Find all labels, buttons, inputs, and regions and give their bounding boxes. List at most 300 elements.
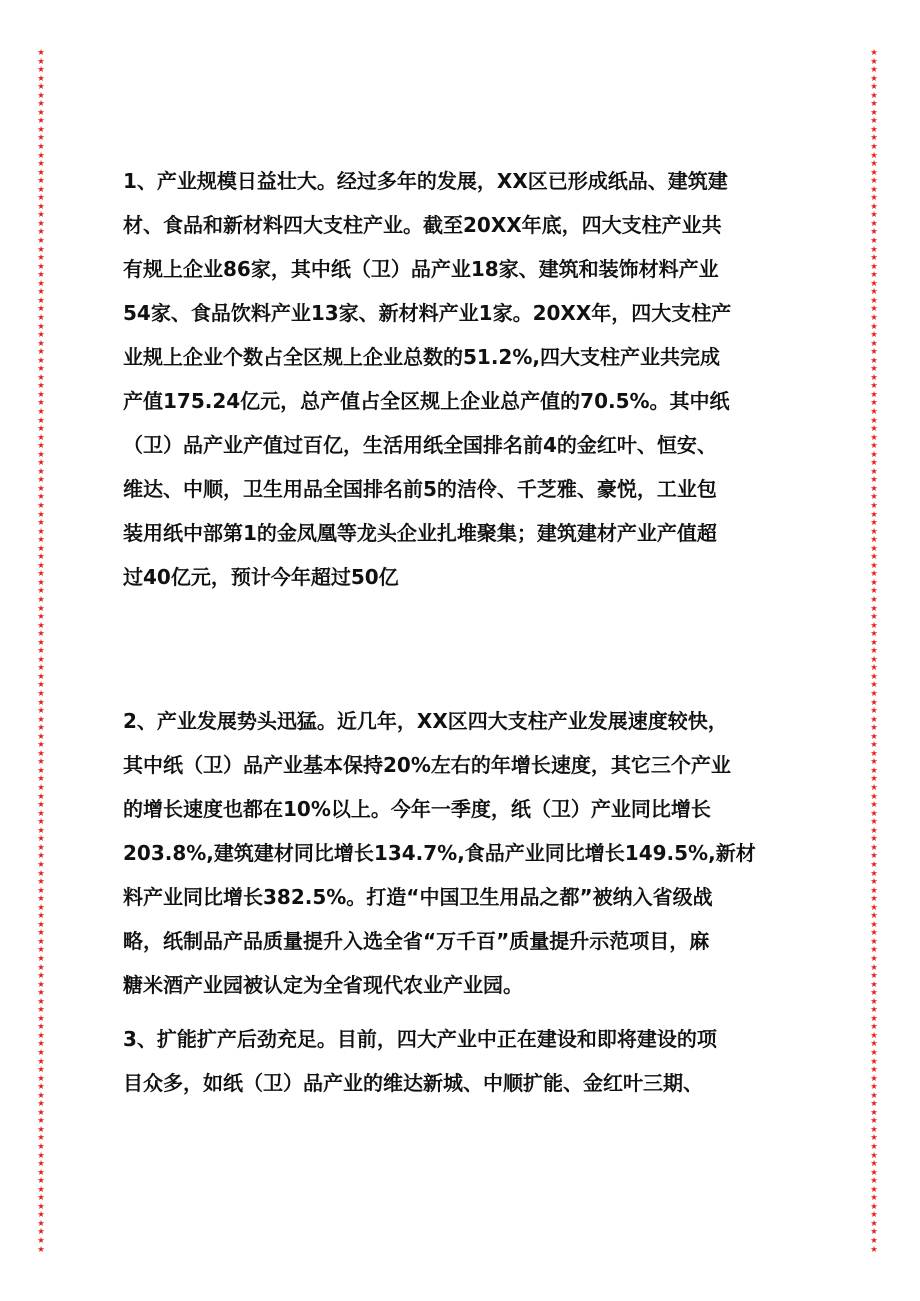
star-icon: ★ — [37, 363, 45, 374]
text-line: 维达、中顺，卫生用品全国排名前5的洁伶、千芝雅、豪悦，工业包 — [123, 477, 717, 501]
star-icon: ★ — [870, 1038, 878, 1049]
star-icon: ★ — [37, 243, 45, 254]
star-icon: ★ — [870, 1235, 878, 1246]
star-icon: ★ — [870, 1123, 878, 1134]
star-icon: ★ — [37, 1012, 45, 1023]
star-icon: ★ — [870, 260, 878, 271]
star-icon: ★ — [37, 482, 45, 493]
star-icon: ★ — [37, 722, 45, 733]
star-icon: ★ — [870, 457, 878, 468]
star-icon: ★ — [870, 910, 878, 921]
star-icon: ★ — [870, 585, 878, 596]
star-icon: ★ — [37, 499, 45, 510]
star-icon: ★ — [870, 893, 878, 904]
star-icon: ★ — [870, 482, 878, 493]
star-icon: ★ — [870, 611, 878, 622]
star-icon: ★ — [870, 81, 878, 92]
star-icon: ★ — [37, 1166, 45, 1177]
star-icon: ★ — [37, 816, 45, 827]
star-icon: ★ — [37, 491, 45, 502]
star-icon: ★ — [37, 354, 45, 365]
star-icon: ★ — [37, 636, 45, 647]
star-icon: ★ — [870, 209, 878, 220]
star-icon: ★ — [37, 1183, 45, 1194]
star-icon: ★ — [870, 200, 878, 211]
star-icon: ★ — [870, 525, 878, 536]
star-icon: ★ — [37, 457, 45, 468]
text-line: 过40亿元，预计今年超过50亿 — [123, 565, 399, 589]
text-line: （卫）品产业产值过百亿，生活用纸全国排名前4的金红叶、恒安、 — [123, 433, 717, 457]
star-icon: ★ — [870, 397, 878, 408]
star-icon: ★ — [37, 371, 45, 382]
star-icon: ★ — [37, 1029, 45, 1040]
star-icon: ★ — [37, 277, 45, 288]
text-line: 产值175.24亿元，总产值占全区规上企业总产值的70.5%。其中纸 — [123, 389, 730, 413]
star-icon: ★ — [37, 269, 45, 280]
star-icon: ★ — [37, 423, 45, 434]
star-icon: ★ — [37, 440, 45, 451]
star-icon: ★ — [870, 141, 878, 152]
star-icon: ★ — [870, 841, 878, 852]
star-icon: ★ — [870, 115, 878, 126]
star-icon: ★ — [37, 380, 45, 391]
star-icon: ★ — [37, 132, 45, 143]
text-line: 目众多，如纸（卫）品产业的维达新城、中顺扩能、金红叶三期、 — [123, 1071, 703, 1095]
star-icon: ★ — [37, 705, 45, 716]
star-icon: ★ — [37, 688, 45, 699]
star-icon: ★ — [870, 252, 878, 263]
star-icon: ★ — [870, 329, 878, 340]
star-icon: ★ — [870, 867, 878, 878]
star-icon: ★ — [37, 465, 45, 476]
star-icon: ★ — [870, 944, 878, 955]
star-icon: ★ — [37, 175, 45, 186]
star-icon: ★ — [37, 1217, 45, 1228]
star-icon: ★ — [37, 867, 45, 878]
star-icon: ★ — [37, 123, 45, 134]
star-icon: ★ — [37, 414, 45, 425]
star-icon: ★ — [37, 628, 45, 639]
star-icon: ★ — [37, 944, 45, 955]
star-icon: ★ — [37, 1141, 45, 1151]
star-icon: ★ — [870, 850, 878, 861]
text-line: 1、产业规模日益壮大。经过多年的发展，XX区已形成纸品、建筑建 — [123, 169, 728, 193]
star-icon: ★ — [870, 978, 878, 989]
star-icon: ★ — [37, 1226, 45, 1237]
star-icon: ★ — [37, 525, 45, 536]
star-icon: ★ — [37, 64, 45, 75]
star-icon: ★ — [37, 551, 45, 562]
star-icon: ★ — [37, 192, 45, 203]
star-icon: ★ — [37, 850, 45, 861]
star-icon: ★ — [37, 696, 45, 707]
star-icon: ★ — [37, 611, 45, 622]
star-icon: ★ — [870, 64, 878, 75]
star-icon: ★ — [37, 679, 45, 690]
star-icon: ★ — [870, 602, 878, 613]
star-icon: ★ — [870, 1183, 878, 1194]
star-icon: ★ — [37, 619, 45, 630]
star-icon: ★ — [870, 927, 878, 938]
star-icon: ★ — [870, 1012, 878, 1023]
star-icon: ★ — [870, 551, 878, 562]
star-icon: ★ — [37, 559, 45, 570]
star-icon: ★ — [870, 371, 878, 382]
star-icon: ★ — [870, 158, 878, 169]
star-icon: ★ — [37, 209, 45, 220]
star-icon: ★ — [37, 98, 45, 109]
star-icon: ★ — [870, 730, 878, 741]
star-icon: ★ — [37, 756, 45, 767]
star-icon: ★ — [870, 688, 878, 699]
star-icon: ★ — [37, 1064, 45, 1075]
star-icon: ★ — [870, 1209, 878, 1220]
star-icon: ★ — [37, 252, 45, 263]
star-icon: ★ — [37, 995, 45, 1006]
star-icon: ★ — [37, 141, 45, 152]
star-icon: ★ — [37, 645, 45, 656]
star-icon: ★ — [870, 628, 878, 639]
star-icon: ★ — [870, 1029, 878, 1040]
star-icon: ★ — [870, 303, 878, 314]
paragraph-capacity-expansion — [123, 1017, 717, 1105]
star-icon: ★ — [37, 311, 45, 322]
star-icon: ★ — [870, 414, 878, 425]
star-icon: ★ — [37, 405, 45, 416]
star-icon: ★ — [870, 833, 878, 844]
star-icon: ★ — [37, 48, 45, 57]
text-line: 材、食品和新材料四大支柱产业。截至20XX年底，四大支柱产业共 — [123, 213, 722, 237]
star-icon: ★ — [37, 662, 45, 673]
star-icon: ★ — [870, 132, 878, 143]
star-icon: ★ — [870, 1166, 878, 1177]
star-icon: ★ — [870, 1072, 878, 1083]
star-icon: ★ — [870, 123, 878, 134]
star-icon: ★ — [37, 235, 45, 246]
star-icon: ★ — [37, 217, 45, 228]
star-icon: ★ — [37, 89, 45, 100]
star-icon: ★ — [37, 106, 45, 117]
left-star-border — [36, 48, 46, 1253]
star-icon: ★ — [870, 269, 878, 280]
text-line: 糖米酒产业园被认定为全省现代农业产业园。 — [123, 973, 523, 997]
star-icon: ★ — [37, 1243, 45, 1253]
text-line: 业规上企业个数占全区规上企业总数的51.2%,四大支柱产业共完成 — [123, 345, 720, 369]
star-icon: ★ — [37, 764, 45, 775]
star-icon: ★ — [37, 807, 45, 818]
star-icon: ★ — [870, 388, 878, 399]
star-icon: ★ — [870, 1004, 878, 1015]
star-icon: ★ — [37, 670, 45, 681]
star-icon: ★ — [870, 1115, 878, 1126]
star-icon: ★ — [870, 961, 878, 972]
star-icon: ★ — [37, 884, 45, 895]
star-icon: ★ — [870, 1021, 878, 1032]
star-icon: ★ — [37, 166, 45, 177]
star-icon: ★ — [870, 1055, 878, 1066]
star-icon: ★ — [37, 55, 45, 66]
star-icon: ★ — [870, 48, 878, 57]
star-icon: ★ — [37, 1089, 45, 1100]
text-line: 装用纸中部第1的金凤凰等龙头企业扎堆聚集；建筑建材产业产值超 — [123, 521, 717, 545]
star-icon: ★ — [870, 235, 878, 246]
star-icon: ★ — [870, 876, 878, 887]
star-icon: ★ — [870, 1098, 878, 1109]
star-icon: ★ — [37, 1106, 45, 1117]
star-icon: ★ — [37, 1209, 45, 1220]
star-icon: ★ — [870, 106, 878, 117]
star-icon: ★ — [37, 542, 45, 553]
star-icon: ★ — [870, 440, 878, 451]
star-icon: ★ — [37, 149, 45, 160]
star-icon: ★ — [870, 1217, 878, 1228]
star-icon: ★ — [37, 1115, 45, 1126]
star-icon: ★ — [37, 935, 45, 946]
star-icon: ★ — [870, 1064, 878, 1075]
star-icon: ★ — [37, 329, 45, 340]
star-icon: ★ — [870, 294, 878, 305]
star-icon: ★ — [37, 1038, 45, 1049]
star-icon: ★ — [870, 1158, 878, 1169]
star-icon: ★ — [870, 380, 878, 391]
star-icon: ★ — [870, 858, 878, 869]
star-icon: ★ — [870, 824, 878, 835]
star-icon: ★ — [870, 508, 878, 519]
star-icon: ★ — [870, 405, 878, 416]
star-icon: ★ — [870, 474, 878, 485]
star-icon: ★ — [870, 89, 878, 100]
star-icon: ★ — [37, 72, 45, 83]
star-icon: ★ — [870, 722, 878, 733]
star-icon: ★ — [37, 303, 45, 314]
star-icon: ★ — [37, 1235, 45, 1246]
star-icon: ★ — [870, 679, 878, 690]
star-icon: ★ — [870, 166, 878, 177]
star-icon: ★ — [37, 431, 45, 442]
star-icon: ★ — [37, 747, 45, 758]
star-icon: ★ — [37, 474, 45, 485]
star-icon: ★ — [870, 183, 878, 194]
star-icon: ★ — [37, 1123, 45, 1134]
star-icon: ★ — [870, 243, 878, 254]
star-icon: ★ — [37, 782, 45, 793]
star-icon: ★ — [870, 816, 878, 827]
star-icon: ★ — [37, 653, 45, 664]
star-icon: ★ — [37, 978, 45, 989]
star-icon: ★ — [37, 200, 45, 211]
star-icon: ★ — [870, 773, 878, 784]
star-icon: ★ — [870, 286, 878, 297]
star-icon: ★ — [870, 559, 878, 570]
star-icon: ★ — [37, 158, 45, 169]
star-icon: ★ — [870, 72, 878, 83]
star-icon: ★ — [870, 970, 878, 981]
star-icon: ★ — [870, 653, 878, 664]
star-icon: ★ — [37, 833, 45, 844]
text-line: 的增长速度也都在10%以上。今年一季度，纸（卫）产业同比增长 — [123, 797, 711, 821]
star-icon: ★ — [37, 568, 45, 579]
star-icon: ★ — [870, 1046, 878, 1057]
star-icon: ★ — [870, 901, 878, 912]
star-icon: ★ — [37, 987, 45, 998]
star-icon: ★ — [37, 337, 45, 348]
star-icon: ★ — [870, 534, 878, 545]
text-line: 其中纸（卫）品产业基本保持20%左右的年增长速度，其它三个产业 — [123, 753, 731, 777]
star-icon: ★ — [37, 1149, 45, 1160]
star-icon: ★ — [37, 585, 45, 596]
star-icon: ★ — [870, 807, 878, 818]
star-icon: ★ — [37, 1158, 45, 1169]
star-icon: ★ — [870, 952, 878, 963]
star-icon: ★ — [870, 363, 878, 374]
star-icon: ★ — [870, 217, 878, 228]
star-icon: ★ — [37, 1021, 45, 1032]
star-icon: ★ — [870, 696, 878, 707]
star-icon: ★ — [870, 149, 878, 160]
star-icon: ★ — [870, 594, 878, 604]
star-icon: ★ — [870, 670, 878, 681]
star-icon: ★ — [37, 952, 45, 963]
star-icon: ★ — [37, 534, 45, 545]
star-icon: ★ — [870, 636, 878, 647]
paragraph-growth-momentum — [123, 699, 756, 1007]
star-icon: ★ — [870, 175, 878, 186]
star-icon: ★ — [870, 935, 878, 946]
star-icon: ★ — [37, 508, 45, 519]
star-icon: ★ — [37, 901, 45, 912]
text-line: 料产业同比增长382.5%。打造“中国卫生用品之都”被纳入省级战 — [123, 885, 713, 909]
star-icon: ★ — [870, 55, 878, 66]
star-icon: ★ — [870, 576, 878, 587]
star-icon: ★ — [870, 756, 878, 767]
star-icon: ★ — [37, 183, 45, 194]
star-icon: ★ — [870, 747, 878, 758]
star-icon: ★ — [37, 602, 45, 613]
star-icon: ★ — [37, 841, 45, 852]
star-icon: ★ — [37, 1192, 45, 1203]
star-icon: ★ — [870, 354, 878, 365]
star-icon: ★ — [870, 98, 878, 109]
star-icon: ★ — [37, 1200, 45, 1211]
star-icon: ★ — [870, 499, 878, 510]
star-icon: ★ — [870, 619, 878, 630]
star-icon: ★ — [870, 1132, 878, 1143]
text-line: 有规上企业86家，其中纸（卫）品产业18家、建筑和装饰材料产业 — [123, 257, 719, 281]
star-icon: ★ — [37, 346, 45, 357]
star-icon: ★ — [37, 927, 45, 938]
text-line: 略，纸制品产品质量提升入选全省“万千百”质量提升示范项目，麻 — [123, 929, 710, 953]
star-icon: ★ — [37, 910, 45, 921]
star-icon: ★ — [37, 893, 45, 904]
star-icon: ★ — [870, 1243, 878, 1253]
star-icon: ★ — [870, 337, 878, 348]
star-icon: ★ — [870, 346, 878, 357]
star-icon: ★ — [37, 1046, 45, 1057]
star-icon: ★ — [37, 594, 45, 604]
star-icon: ★ — [870, 1175, 878, 1186]
star-icon: ★ — [870, 995, 878, 1006]
star-icon: ★ — [870, 423, 878, 434]
star-icon: ★ — [37, 739, 45, 750]
star-icon: ★ — [870, 542, 878, 553]
star-icon: ★ — [870, 431, 878, 442]
star-icon: ★ — [37, 970, 45, 981]
star-icon: ★ — [870, 884, 878, 895]
star-icon: ★ — [870, 1226, 878, 1237]
star-icon: ★ — [37, 81, 45, 92]
star-icon: ★ — [37, 1132, 45, 1143]
star-icon: ★ — [37, 858, 45, 869]
star-icon: ★ — [870, 311, 878, 322]
star-icon: ★ — [37, 1098, 45, 1109]
star-icon: ★ — [870, 1200, 878, 1211]
star-icon: ★ — [870, 790, 878, 801]
star-icon: ★ — [870, 799, 878, 810]
star-icon: ★ — [37, 1175, 45, 1186]
star-icon: ★ — [37, 730, 45, 741]
star-icon: ★ — [870, 1192, 878, 1203]
star-icon: ★ — [870, 645, 878, 656]
star-icon: ★ — [870, 192, 878, 203]
star-icon: ★ — [870, 739, 878, 750]
star-icon: ★ — [870, 764, 878, 775]
star-icon: ★ — [37, 799, 45, 810]
star-icon: ★ — [37, 388, 45, 399]
star-icon: ★ — [37, 517, 45, 528]
star-icon: ★ — [37, 576, 45, 587]
star-icon: ★ — [37, 260, 45, 271]
star-icon: ★ — [37, 226, 45, 237]
star-icon: ★ — [37, 1072, 45, 1083]
star-icon: ★ — [870, 1141, 878, 1151]
star-icon: ★ — [870, 918, 878, 929]
star-icon: ★ — [37, 320, 45, 331]
star-icon: ★ — [870, 448, 878, 459]
star-icon: ★ — [37, 773, 45, 784]
star-icon: ★ — [37, 713, 45, 724]
star-icon: ★ — [37, 918, 45, 929]
star-icon: ★ — [870, 568, 878, 579]
star-icon: ★ — [37, 448, 45, 459]
star-icon: ★ — [37, 115, 45, 126]
star-icon: ★ — [870, 987, 878, 998]
star-icon: ★ — [870, 1149, 878, 1160]
star-icon: ★ — [870, 1081, 878, 1092]
star-icon: ★ — [870, 517, 878, 528]
star-icon: ★ — [870, 662, 878, 673]
right-star-border — [869, 48, 879, 1253]
star-icon: ★ — [870, 277, 878, 288]
star-icon: ★ — [37, 961, 45, 972]
text-line: 3、扩能扩产后劲充足。目前，四大产业中正在建设和即将建设的项 — [123, 1027, 717, 1051]
star-icon: ★ — [870, 320, 878, 331]
star-icon: ★ — [37, 824, 45, 835]
star-icon: ★ — [37, 876, 45, 887]
star-icon: ★ — [37, 294, 45, 305]
star-icon: ★ — [870, 1106, 878, 1117]
star-icon: ★ — [37, 1081, 45, 1092]
star-icon: ★ — [870, 713, 878, 724]
star-icon: ★ — [870, 226, 878, 237]
star-icon: ★ — [37, 397, 45, 408]
star-icon: ★ — [37, 286, 45, 297]
star-icon: ★ — [870, 465, 878, 476]
star-icon: ★ — [870, 1089, 878, 1100]
star-icon: ★ — [37, 1055, 45, 1066]
star-icon: ★ — [37, 1004, 45, 1015]
star-icon: ★ — [870, 782, 878, 793]
text-line: 2、产业发展势头迅猛。近几年，XX区四大支柱产业发展速度较快， — [123, 709, 728, 733]
